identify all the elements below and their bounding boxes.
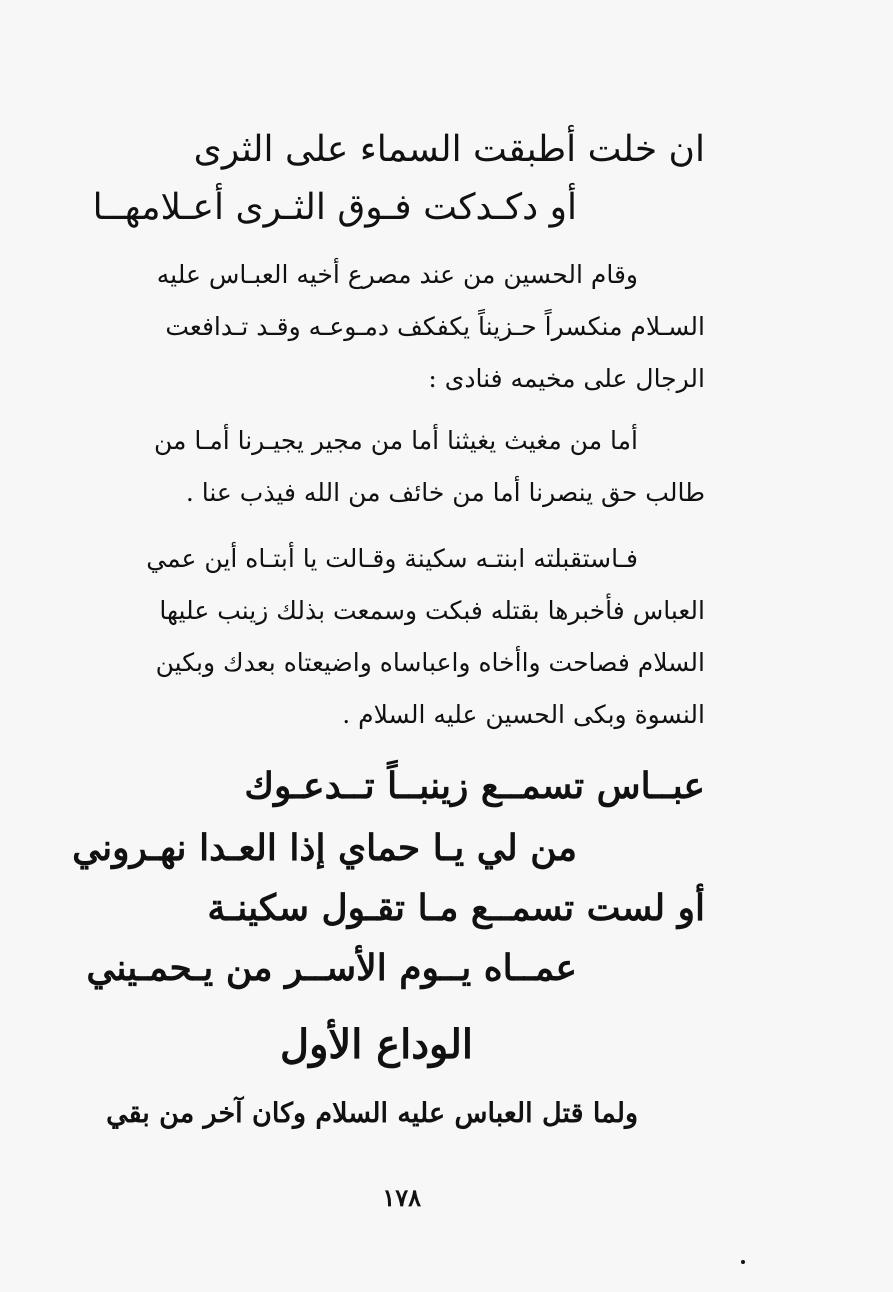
paragraph-3-line-2: العباس فأخبرها بقتله فبكت وسمعت بذلك زينب عليها [159,596,705,625]
closing-line: ولما قتل العباس عليه السلام وكان آخر من بقي [106,1098,638,1129]
poem-bottom-line-1: عبــاس تسمــع زينبــاً تــدعـوك [244,765,705,807]
page-number: ١٧٨ [382,1183,421,1212]
paragraph-1-line-3: الرجال على مخيمه فنادى : [428,364,705,393]
poem-bottom-line-4: عمــاه يــوم الأســر من يـحمـيني [86,947,577,989]
paragraph-3-line-3: السلام فصاحت واأخاه واعباساه واضيعتاه بعدك وبكين [155,648,705,677]
paragraph-1-line-2: السـلام منكسراً حـزيناً يكفكف دمـوعـه وقـد تـدافعت [165,312,705,341]
poem-bottom-line-2: من لي يـا حماي إذا العـدا نهـروني [72,827,577,869]
paragraph-2-line-2: طالب حق ينصرنا أما من خائف من الله فيذب عنا . [185,478,705,507]
section-heading: الوداع الأول [280,1021,473,1068]
paragraph-3-line-4: النسوة وبكى الحسين عليه السلام . [342,700,705,729]
poem-bottom-line-3: أو لست تسمــع مـا تقـول سكينـة [207,887,705,929]
paragraph-2-line-1: أما من مغيث يغيثنا أما من مجير يجيـرنا أمـا من [154,426,638,455]
poem-top-line-1: ان خلت أطبقت السماء على الثرى [193,129,705,170]
paragraph-3-line-1: فـاستقبلته ابنتـه سكينة وقـالت يا أبتـاه أين عمي [146,544,638,573]
paragraph-1-line-1: وقام الحسين من عند مصرع أخيه العبـاس عليه [156,260,638,289]
stray-dot [741,1260,745,1264]
poem-top-line-2: أو دكـدكت فـوق الثـرى أعـلامهــا [92,187,577,228]
